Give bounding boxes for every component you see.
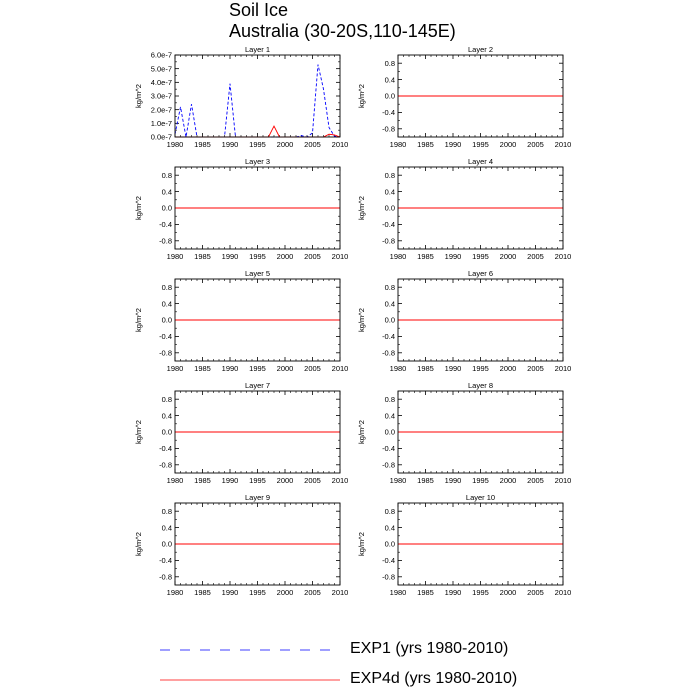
legend-label-exp1: EXP1 (yrs 1980-2010) (350, 640, 509, 657)
x-tick-label: 1990 (221, 252, 239, 261)
x-tick-label: 2005 (527, 588, 544, 597)
y-tick-label: 0.0 (384, 91, 395, 101)
x-tick-label: 1995 (249, 588, 266, 597)
x-tick-label: 2010 (554, 588, 572, 597)
x-tick-label: 1985 (417, 364, 434, 373)
y-tick-label: -0.4 (159, 220, 172, 230)
x-tick-label: 1990 (444, 588, 462, 597)
y-tick-label: 6.0e-7 (150, 50, 172, 60)
y-tick-label: -0.4 (382, 332, 395, 342)
y-tick-label: 0.0 (161, 203, 172, 213)
x-tick-label: 1980 (389, 252, 407, 261)
chart-panel-layer-4 (357, 157, 571, 261)
y-tick-label: 0.8 (161, 394, 172, 404)
y-tick-label: 0.0 (161, 427, 172, 437)
chart-title-layer-1: Layer 1 (244, 45, 271, 54)
y-tick-label: 0.8 (161, 170, 172, 180)
x-tick-label: 1985 (194, 476, 211, 485)
x-tick-label: 1995 (249, 476, 266, 485)
x-tick-label: 2005 (527, 476, 544, 485)
figure-title-line2: Australia (30-20S,110-145E) (229, 21, 456, 41)
x-tick-label: 1990 (221, 364, 239, 373)
x-tick-label: 1980 (389, 476, 407, 485)
y-axis-label-layer-10: kg/m^2 (357, 532, 366, 556)
y-tick-label: 0.0 (161, 315, 172, 325)
y-tick-label: 0.0 (384, 203, 395, 213)
x-tick-label: 2000 (499, 588, 517, 597)
x-tick-label: 1990 (221, 476, 239, 485)
chart-panel-layer-1 (134, 45, 348, 149)
y-tick-label: 0.8 (384, 506, 395, 516)
y-tick-label: -0.4 (159, 556, 172, 566)
x-tick-label: 1985 (417, 476, 434, 485)
y-tick-label: -0.8 (382, 348, 395, 358)
chart-title-layer-10: Layer 10 (465, 493, 496, 502)
x-tick-label: 1995 (249, 252, 266, 261)
x-tick-label: 1980 (166, 588, 184, 597)
y-tick-label: -0.8 (159, 236, 172, 246)
x-tick-label: 2005 (304, 476, 321, 485)
y-tick-label: -0.8 (159, 348, 172, 358)
figure-title-line1: Soil Ice (229, 0, 289, 20)
y-tick-label: -0.8 (159, 572, 172, 582)
chart-panel-layer-8 (357, 381, 571, 485)
x-tick-label: 2010 (554, 252, 572, 261)
chart-title-layer-9: Layer 9 (244, 493, 271, 502)
x-tick-label: 2010 (554, 364, 572, 373)
x-tick-label: 1995 (472, 140, 489, 149)
y-tick-label: 0.8 (384, 58, 395, 68)
y-tick-label: 0.8 (384, 282, 395, 292)
x-tick-label: 1980 (166, 252, 184, 261)
x-tick-label: 1985 (417, 140, 434, 149)
x-tick-label: 2005 (527, 252, 544, 261)
x-tick-label: 1990 (444, 476, 462, 485)
y-tick-label: -0.8 (382, 460, 395, 470)
y-tick-label: 0.0 (384, 315, 395, 325)
y-axis-label-layer-3: kg/m^2 (134, 196, 143, 220)
x-tick-label: 1985 (194, 252, 211, 261)
chart-title-layer-6: Layer 6 (467, 269, 494, 278)
y-tick-label: -0.8 (382, 572, 395, 582)
y-tick-label: 0.8 (384, 394, 395, 404)
chart-title-layer-8: Layer 8 (467, 381, 494, 390)
y-tick-label: 0.8 (384, 170, 395, 180)
legend-label-exp4d: EXP4d (yrs 1980-2010) (350, 670, 518, 687)
y-axis-label-layer-2: kg/m^2 (357, 84, 366, 108)
x-tick-label: 2000 (499, 476, 517, 485)
y-tick-label: -0.4 (382, 220, 395, 230)
y-tick-label: 4.0e-7 (150, 78, 172, 88)
x-tick-label: 1985 (417, 588, 434, 597)
x-tick-label: 2005 (304, 588, 321, 597)
x-tick-label: 1990 (221, 140, 239, 149)
y-tick-label: -0.8 (159, 460, 172, 470)
y-axis-label-layer-6: kg/m^2 (357, 308, 366, 332)
x-tick-label: 1995 (472, 476, 489, 485)
y-tick-label: -0.4 (159, 444, 172, 454)
y-tick-label: 2.0e-7 (150, 105, 172, 115)
x-tick-label: 1995 (249, 140, 266, 149)
y-tick-label: 0.4 (161, 187, 172, 197)
chart-panel-layer-9 (134, 493, 348, 597)
chart-title-layer-7: Layer 7 (244, 381, 271, 390)
y-axis-label-layer-5: kg/m^2 (134, 308, 143, 332)
y-axis-label-layer-7: kg/m^2 (134, 420, 143, 444)
y-tick-label: 0.4 (384, 411, 395, 421)
x-tick-label: 1990 (444, 252, 462, 261)
y-tick-label: 0.8 (161, 506, 172, 516)
x-tick-label: 2010 (331, 364, 349, 373)
y-tick-label: 3.0e-7 (150, 91, 172, 101)
y-tick-label: 0.0 (384, 427, 395, 437)
x-tick-label: 1995 (472, 252, 489, 261)
y-tick-label: 0.0 (384, 539, 395, 549)
x-tick-label: 1995 (249, 364, 266, 373)
y-tick-label: 0.4 (384, 75, 395, 85)
y-tick-label: 0.4 (161, 299, 172, 309)
x-tick-label: 2005 (527, 140, 544, 149)
x-tick-label: 1990 (221, 588, 239, 597)
series-line-exp1 (175, 65, 340, 137)
chart-panel-layer-2 (357, 45, 571, 149)
chart-panel-layer-7 (134, 381, 348, 485)
x-tick-label: 2000 (276, 588, 294, 597)
y-tick-label: 5.0e-7 (150, 64, 172, 74)
y-tick-label: 0.0e-7 (150, 132, 172, 142)
x-tick-label: 2000 (276, 364, 294, 373)
x-tick-label: 2005 (527, 364, 544, 373)
y-tick-label: 1.0e-7 (150, 119, 172, 129)
x-tick-label: 1985 (417, 252, 434, 261)
x-tick-label: 2010 (331, 252, 349, 261)
x-tick-label: 1995 (472, 588, 489, 597)
x-tick-label: 2000 (499, 364, 517, 373)
x-tick-label: 2005 (304, 252, 321, 261)
x-tick-label: 2010 (331, 140, 349, 149)
x-tick-label: 1980 (389, 364, 407, 373)
x-tick-label: 1990 (444, 364, 462, 373)
x-tick-label: 2005 (304, 364, 321, 373)
chart-title-layer-2: Layer 2 (467, 45, 494, 54)
y-tick-label: 0.0 (161, 539, 172, 549)
y-axis-label-layer-1: kg/m^2 (134, 84, 143, 108)
x-tick-label: 1980 (389, 140, 407, 149)
chart-title-layer-4: Layer 4 (467, 157, 494, 166)
y-tick-label: -0.4 (382, 556, 395, 566)
chart-title-layer-5: Layer 5 (244, 269, 271, 278)
y-tick-label: -0.4 (382, 108, 395, 118)
x-tick-label: 2000 (276, 140, 294, 149)
x-tick-label: 2000 (276, 252, 294, 261)
x-tick-label: 1985 (194, 588, 211, 597)
chart-panel-layer-10 (357, 493, 571, 597)
y-tick-label: 0.4 (161, 523, 172, 533)
y-tick-label: -0.4 (382, 444, 395, 454)
x-tick-label: 2010 (554, 476, 572, 485)
y-tick-label: 0.4 (384, 187, 395, 197)
y-tick-label: 0.4 (384, 523, 395, 533)
x-tick-label: 2000 (276, 476, 294, 485)
chart-panel-layer-3 (134, 157, 348, 261)
x-tick-label: 1980 (166, 364, 184, 373)
x-tick-label: 2005 (304, 140, 321, 149)
y-axis-label-layer-8: kg/m^2 (357, 420, 366, 444)
x-tick-label: 2000 (499, 140, 517, 149)
chart-title-layer-3: Layer 3 (244, 157, 271, 166)
chart-panel-layer-5 (134, 269, 348, 373)
x-tick-label: 2010 (331, 476, 349, 485)
x-tick-label: 1990 (444, 140, 462, 149)
x-tick-label: 2010 (554, 140, 572, 149)
y-tick-label: -0.4 (159, 332, 172, 342)
y-tick-label: -0.8 (382, 124, 395, 134)
x-tick-label: 1985 (194, 364, 211, 373)
y-tick-label: -0.8 (382, 236, 395, 246)
y-axis-label-layer-4: kg/m^2 (357, 196, 366, 220)
x-tick-label: 2000 (499, 252, 517, 261)
x-tick-label: 2010 (331, 588, 349, 597)
x-tick-label: 1980 (166, 476, 184, 485)
y-tick-label: 0.4 (384, 299, 395, 309)
x-tick-label: 1980 (389, 588, 407, 597)
x-tick-label: 1985 (194, 140, 211, 149)
x-tick-label: 1980 (166, 140, 184, 149)
x-tick-label: 1995 (472, 364, 489, 373)
y-tick-label: 0.8 (161, 282, 172, 292)
y-tick-label: 0.4 (161, 411, 172, 421)
y-axis-label-layer-9: kg/m^2 (134, 532, 143, 556)
chart-panel-layer-6 (357, 269, 571, 373)
